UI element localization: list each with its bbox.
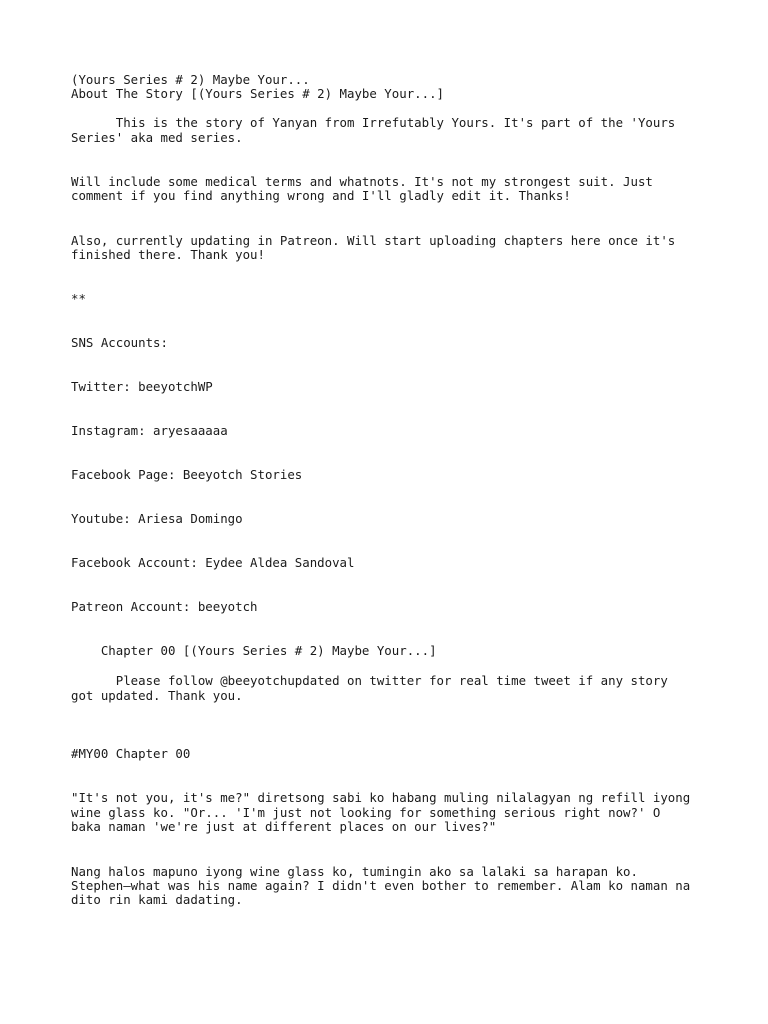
twitter-account: Twitter: beeyotchWP xyxy=(71,379,213,394)
about-paragraph-2-line-1: Will include some medical terms and whatnots. It's not my strongest suit. Just xyxy=(71,174,653,189)
story-paragraph-1-line-3: baka naman 'we're just at different places on our lives?" xyxy=(71,819,497,834)
about-paragraph-1-line-1: This is the story of Yanyan from Irrefutably Yours. It's part of the 'Yours xyxy=(71,115,676,130)
facebook-account: Facebook Account: Eydee Aldea Sandoval xyxy=(71,555,355,570)
section-separator: ** xyxy=(71,291,86,306)
chapter-tag: #MY00 Chapter 00 xyxy=(71,746,191,761)
document-title: (Yours Series # 2) Maybe Your... xyxy=(71,72,310,87)
youtube-account: Youtube: Ariesa Domingo xyxy=(71,511,243,526)
about-paragraph-3-line-1: Also, currently updating in Patreon. Will start uploading chapters here once it's xyxy=(71,233,676,248)
about-paragraph-2-line-2: comment if you find anything wrong and I'll gladly edit it. Thanks! xyxy=(71,188,571,203)
story-paragraph-1-line-1: "It's not you, it's me?" diretsong sabi ko habang muling nilalagyan ng refill iyong xyxy=(71,790,691,805)
story-paragraph-2-line-2: Stephen—what was his name again? I didn't even bother to remember. Alam ko naman na xyxy=(71,878,691,893)
about-paragraph-3-line-2: finished there. Thank you! xyxy=(71,247,265,262)
sns-heading: SNS Accounts: xyxy=(71,335,168,350)
facebook-page: Facebook Page: Beeyotch Stories xyxy=(71,467,303,482)
chapter-note-line-2: got updated. Thank you. xyxy=(71,688,243,703)
story-paragraph-2-line-1: Nang halos mapuno iyong wine glass ko, tumingin ako sa lalaki sa harapan ko. xyxy=(71,864,638,879)
about-heading: About The Story [(Yours Series # 2) Maybe Your...] xyxy=(71,86,444,101)
patreon-account: Patreon Account: beeyotch xyxy=(71,599,258,614)
instagram-account: Instagram: aryesaaaaa xyxy=(71,423,228,438)
story-paragraph-1-line-2: wine glass ko. "Or... 'I'm just not looking for something serious right now?' O xyxy=(71,805,661,820)
story-paragraph-2-line-3: dito rin kami dadating. xyxy=(71,892,243,907)
about-paragraph-1-line-2: Series' aka med series. xyxy=(71,130,243,145)
chapter-note-line-1: Please follow @beeyotchupdated on twitter for real time tweet if any story xyxy=(71,673,668,688)
chapter-heading: Chapter 00 [(Yours Series # 2) Maybe Your...] xyxy=(71,643,437,658)
